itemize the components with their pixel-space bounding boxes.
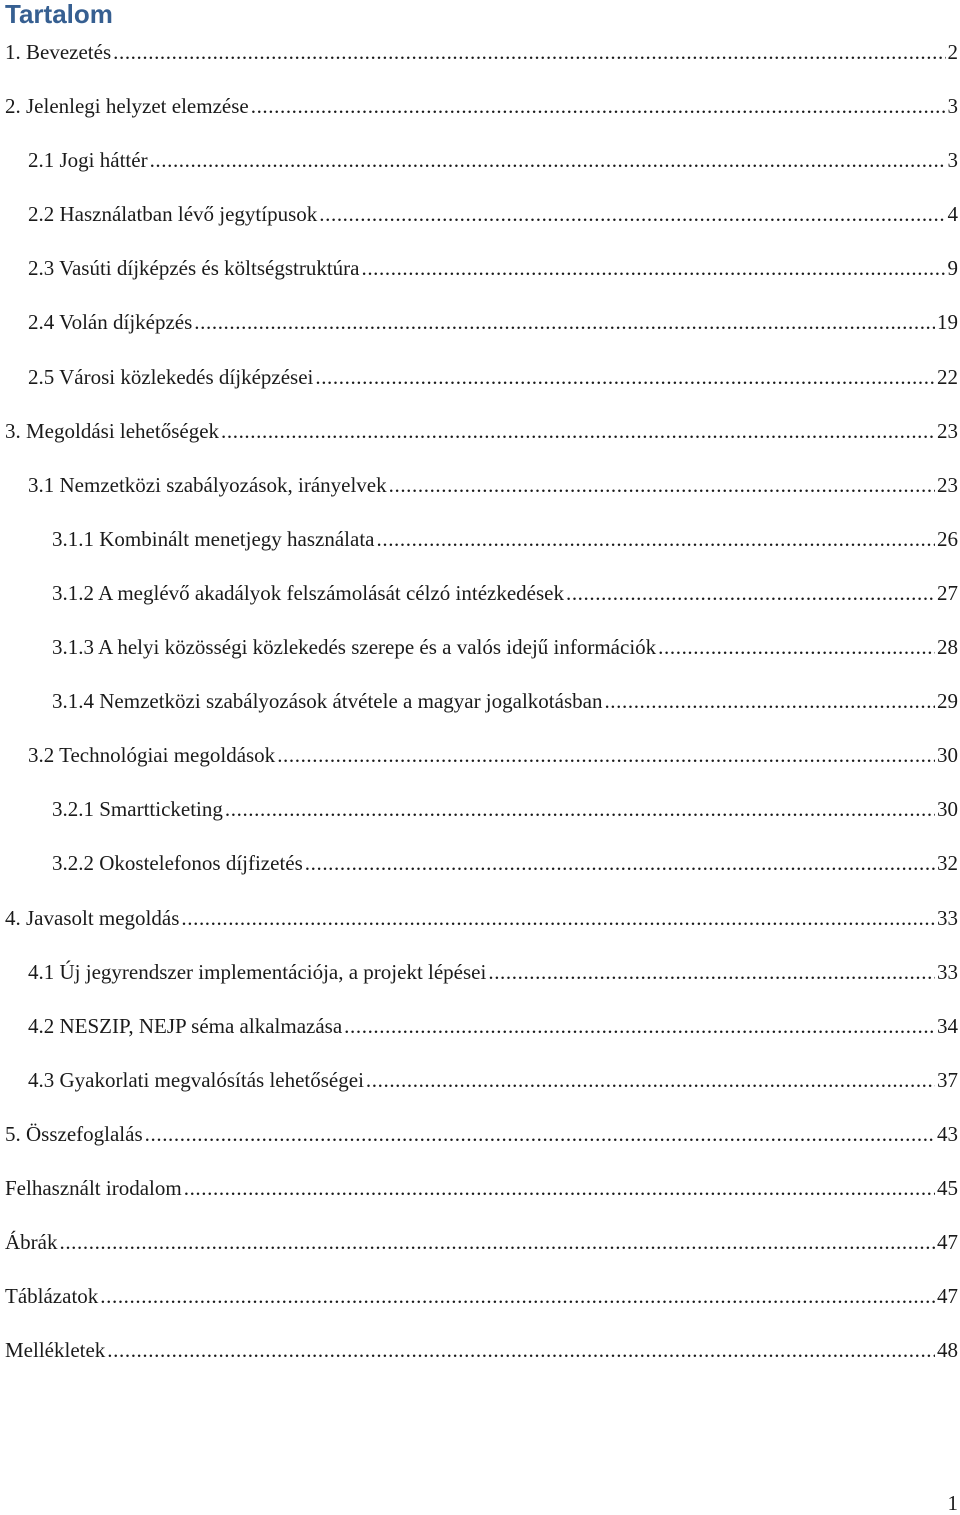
toc-entry-title: 3.2 Technológiai megoldások bbox=[28, 743, 276, 768]
toc-entry-page-number: 32 bbox=[937, 851, 958, 876]
toc-entry-title: 3.1.4 Nemzetközi szabályozások átvétele a magyar jogalkotásban bbox=[52, 689, 603, 714]
toc-entry[interactable] bbox=[0, 404, 960, 458]
dot-leader bbox=[113, 25, 945, 79]
toc-entry-page-number: 33 bbox=[937, 959, 958, 984]
toc-entry-page-number: 43 bbox=[937, 1121, 958, 1146]
page-number: 1 bbox=[947, 1491, 958, 1515]
toc-entry-page-number: 22 bbox=[937, 364, 958, 389]
toc-entry-title: 4.1 Új jegyrendszer implementációja, a projekt lépései bbox=[28, 959, 487, 984]
toc-entry-title: 4.2 NESZIP, NEJP séma alkalmazása bbox=[28, 1013, 343, 1038]
toc-entry-page-number: 48 bbox=[937, 1338, 958, 1363]
toc-entry-page-number: 29 bbox=[937, 689, 958, 714]
toc-entry-title: 2.3 Vasúti díjképzés és költségstruktúra bbox=[28, 256, 360, 281]
toc-entry[interactable] bbox=[0, 512, 960, 566]
toc-entry-page-number: 37 bbox=[937, 1067, 958, 1092]
dot-leader bbox=[488, 945, 935, 999]
dot-leader bbox=[566, 566, 935, 620]
toc-entry-page-number: 9 bbox=[947, 256, 958, 281]
toc-entry[interactable] bbox=[0, 782, 960, 836]
dot-leader bbox=[150, 133, 946, 187]
toc-entry-title: 2.5 Városi közlekedés díjképzései bbox=[28, 364, 314, 389]
toc-entry[interactable] bbox=[0, 728, 960, 782]
toc-entry[interactable] bbox=[0, 295, 960, 349]
toc-entry-page-number: 3 bbox=[947, 94, 958, 119]
dot-leader bbox=[389, 458, 935, 512]
toc-entry-page-number: 4 bbox=[947, 202, 958, 227]
toc-entry-page-number: 26 bbox=[937, 526, 958, 551]
toc-entry[interactable] bbox=[0, 566, 960, 620]
toc-entry-page-number: 34 bbox=[937, 1013, 958, 1038]
toc-entry[interactable] bbox=[0, 1323, 960, 1377]
toc-list bbox=[0, 25, 960, 1377]
toc-entry-page-number: 47 bbox=[937, 1284, 958, 1309]
toc-entry[interactable] bbox=[0, 1269, 960, 1323]
dot-leader bbox=[315, 350, 935, 404]
toc-entry-title: 3.1.1 Kombinált menetjegy használata bbox=[52, 526, 375, 551]
toc-entry[interactable] bbox=[0, 1215, 960, 1269]
toc-title: Tartalom bbox=[5, 0, 113, 29]
dot-leader bbox=[100, 1269, 935, 1323]
toc-entry-title: 1. Bevezetés bbox=[5, 40, 112, 64]
toc-entry[interactable] bbox=[0, 836, 960, 890]
toc-entry[interactable] bbox=[0, 620, 960, 674]
toc-entry-title: 3.1 Nemzetközi szabályozások, irányelvek bbox=[28, 472, 387, 497]
toc-entry-page-number: 27 bbox=[937, 580, 958, 605]
dot-leader bbox=[194, 295, 935, 349]
toc-entry-title: 4. Javasolt megoldás bbox=[5, 905, 180, 930]
dot-leader bbox=[377, 512, 936, 566]
toc-entry[interactable] bbox=[0, 350, 960, 404]
dot-leader bbox=[604, 674, 935, 728]
toc-entry-page-number: 23 bbox=[937, 418, 958, 443]
dot-leader bbox=[366, 1053, 935, 1107]
dot-leader bbox=[251, 79, 946, 133]
toc-entry-title: Felhasznált irodalom bbox=[5, 1175, 182, 1200]
toc-entry[interactable] bbox=[0, 133, 960, 187]
toc-entry-title: 3.1.3 A helyi közösségi közlekedés szerepe és a valós idejű információk bbox=[52, 635, 657, 660]
toc-entry[interactable] bbox=[0, 79, 960, 133]
toc-entry-title: 3.1.2 A meglévő akadályok felszámolását célzó intézkedések bbox=[52, 580, 564, 605]
dot-leader bbox=[305, 836, 935, 890]
toc-entry-page-number: 30 bbox=[937, 797, 958, 822]
toc-entry-page-number: 3 bbox=[947, 148, 958, 173]
dot-leader bbox=[181, 891, 935, 945]
dot-leader bbox=[184, 1161, 935, 1215]
toc-entry-page-number: 33 bbox=[937, 905, 958, 930]
toc-entry[interactable] bbox=[0, 1161, 960, 1215]
dot-leader bbox=[658, 620, 935, 674]
dot-leader bbox=[319, 187, 945, 241]
dot-leader bbox=[277, 728, 935, 782]
toc-entry-page-number: 45 bbox=[937, 1175, 958, 1200]
toc-entry-title: 2. Jelenlegi helyzet elemzése bbox=[5, 94, 249, 119]
toc-entry[interactable] bbox=[0, 999, 960, 1053]
toc-entry[interactable] bbox=[0, 945, 960, 999]
dot-leader bbox=[221, 404, 935, 458]
toc-entry-page-number: 28 bbox=[937, 635, 958, 660]
toc-entry-page-number: 2 bbox=[947, 40, 958, 64]
toc-entry[interactable] bbox=[0, 187, 960, 241]
toc-entry-title: 3.2.2 Okostelefonos díjfizetés bbox=[52, 851, 303, 876]
toc-entry[interactable] bbox=[0, 1053, 960, 1107]
toc-entry-page-number: 30 bbox=[937, 743, 958, 768]
dot-leader bbox=[344, 999, 935, 1053]
dot-leader bbox=[107, 1323, 935, 1377]
dot-leader bbox=[225, 782, 935, 836]
toc-entry-title: Mellékletek bbox=[5, 1338, 106, 1363]
toc-entry-title: 4.3 Gyakorlati megvalósítás lehetőségei bbox=[28, 1067, 364, 1092]
toc-entry-page-number: 47 bbox=[937, 1230, 958, 1255]
toc-entry[interactable] bbox=[0, 458, 960, 512]
toc-entry-title: 3.2.1 Smartticketing bbox=[52, 797, 223, 822]
toc-entry-title: 5. Összefoglalás bbox=[5, 1121, 143, 1146]
dot-leader bbox=[361, 241, 945, 295]
toc-entry-title: 2.2 Használatban lévő jegytípusok bbox=[28, 202, 318, 227]
toc-entry-title: 3. Megoldási lehetőségek bbox=[5, 418, 220, 443]
toc-entry[interactable] bbox=[0, 1107, 960, 1161]
dot-leader bbox=[145, 1107, 935, 1161]
toc-entry[interactable] bbox=[0, 25, 960, 79]
toc-entry[interactable] bbox=[0, 241, 960, 295]
toc-entry[interactable] bbox=[0, 891, 960, 945]
toc-entry[interactable] bbox=[0, 674, 960, 728]
toc-entry-title: 2.1 Jogi háttér bbox=[28, 148, 148, 173]
dot-leader bbox=[59, 1215, 935, 1269]
toc-entry-title: Ábrák bbox=[5, 1230, 58, 1255]
toc-entry-title: Táblázatok bbox=[5, 1284, 99, 1309]
toc-entry-page-number: 23 bbox=[937, 472, 958, 497]
toc-entry-title: 2.4 Volán díjképzés bbox=[28, 310, 193, 335]
toc-entry-page-number: 19 bbox=[937, 310, 958, 335]
